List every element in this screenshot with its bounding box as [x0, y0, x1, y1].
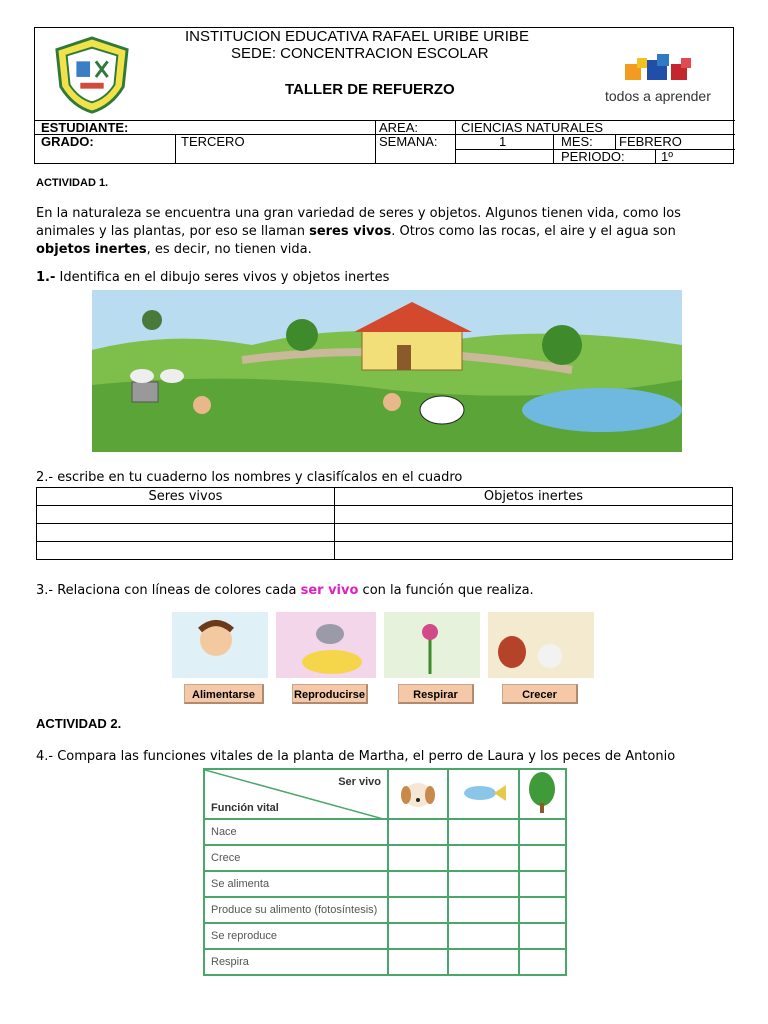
dog-icon [396, 773, 440, 813]
row-se-reproduce: Se reproduce [204, 923, 388, 949]
table-cell[interactable] [334, 542, 732, 560]
row-se-alimenta: Se alimenta [204, 871, 388, 897]
header-objetos-inertes: Objetos inertes [334, 488, 732, 506]
table-cell[interactable] [448, 845, 519, 871]
estudiante-label: ESTUDIANTE: [41, 120, 129, 135]
funcion-vital-label: Función vital [211, 802, 279, 814]
row-crece: Crece [204, 845, 388, 871]
fish-column-header [448, 769, 519, 819]
table-cell[interactable] [334, 506, 732, 524]
function-respirar: Respirar [398, 684, 474, 704]
area-value: CIENCIAS NATURALES [461, 120, 604, 135]
dog-column-header [388, 769, 448, 819]
question-2: 2.- escribe en tu cuaderno los nombres y clasifícalos en el cuadro [36, 470, 463, 485]
brand-cubes-icon [623, 52, 703, 88]
intro-line-3: objetos inertes, es decir, no tienen vida. [36, 242, 312, 257]
ser-vivo-highlight: ser vivo [300, 583, 359, 598]
institution-name: INSTITUCION EDUCATIVA RAFAEL URIBE URIBE [185, 28, 529, 45]
table-header-diagonal [204, 769, 388, 819]
table-cell[interactable] [388, 845, 448, 871]
table-cell[interactable] [388, 923, 448, 949]
table-cell[interactable] [37, 542, 335, 560]
worksheet-title: TALLER DE REFUERZO [285, 81, 455, 98]
periodo-label: PERIODO: [561, 149, 625, 164]
table-cell[interactable] [519, 897, 566, 923]
question-1: 1.- Identifica en el dibujo seres vivos y objetos inertes [36, 270, 390, 285]
semana-label: SEMANA: [379, 134, 438, 149]
row-respira: Respira [204, 949, 388, 975]
table-cell[interactable] [519, 923, 566, 949]
table-cell[interactable] [448, 923, 519, 949]
intro-line-2: animales y las plantas, por eso se llaman seres vivos. Otros como las rocas, el aire y el agua son [36, 224, 676, 239]
classification-table [36, 487, 733, 560]
table-cell[interactable] [334, 524, 732, 542]
table-cell[interactable] [448, 871, 519, 897]
table-cell[interactable] [519, 819, 566, 845]
question-3: 3.- Relaciona con líneas de colores cada ser vivo con la función que realiza. [36, 583, 534, 598]
functions-pictures [172, 608, 598, 682]
farm-scene-illustration [92, 290, 682, 452]
table-cell[interactable] [519, 949, 566, 975]
brand-text: todos a aprender [605, 88, 711, 104]
vital-functions-table [203, 768, 567, 976]
table-cell[interactable] [388, 819, 448, 845]
grado-value: TERCERO [181, 134, 245, 149]
sede-name: SEDE: CONCENTRACION ESCOLAR [231, 45, 489, 62]
activity-1-heading: ACTIVIDAD 1. [36, 177, 109, 189]
table-cell[interactable] [388, 949, 448, 975]
activity-2-heading: ACTIVIDAD 2. [36, 716, 122, 731]
table-cell[interactable] [519, 871, 566, 897]
table-cell[interactable] [448, 949, 519, 975]
row-produce-alimento: Produce su alimento (fotosíntesis) [204, 897, 388, 923]
table-cell[interactable] [519, 845, 566, 871]
functions-illustration [172, 608, 598, 708]
semana-value: 1 [499, 134, 507, 149]
grado-label: GRADO: [41, 134, 94, 149]
question-4: 4.- Compara las funciones vitales de la planta de Martha, el perro de Laura y los peces de Antonio [36, 749, 676, 764]
table-cell[interactable] [388, 871, 448, 897]
mes-label: MES: [561, 134, 593, 149]
table-cell[interactable] [388, 897, 448, 923]
table-cell[interactable] [448, 819, 519, 845]
table-cell[interactable] [448, 897, 519, 923]
function-reproducirse: Reproducirse [292, 684, 368, 704]
table-cell[interactable] [37, 524, 335, 542]
periodo-value: 1º [661, 149, 673, 164]
objetos-inertes-term: objetos inertes [36, 242, 147, 257]
tree-icon [525, 771, 559, 815]
mes-value: FEBRERO [619, 134, 682, 149]
brand-logo [595, 48, 715, 118]
plant-column-header [519, 769, 566, 819]
area-label: AREA: [379, 120, 419, 135]
school-logo [53, 36, 131, 114]
intro-line-1: En la naturaleza se encuentra una gran variedad de seres y objetos. Algunos tienen vida, como los [36, 206, 681, 221]
header-seres-vivos: Seres vivos [37, 488, 335, 506]
function-crecer: Crecer [502, 684, 578, 704]
header-box [34, 27, 734, 164]
seres-vivos-term: seres vivos [309, 224, 392, 239]
fish-icon [458, 778, 510, 808]
row-nace: Nace [204, 819, 388, 845]
table-cell[interactable] [37, 506, 335, 524]
function-alimentarse: Alimentarse [184, 684, 264, 704]
ser-vivo-label: Ser vivo [338, 776, 381, 788]
